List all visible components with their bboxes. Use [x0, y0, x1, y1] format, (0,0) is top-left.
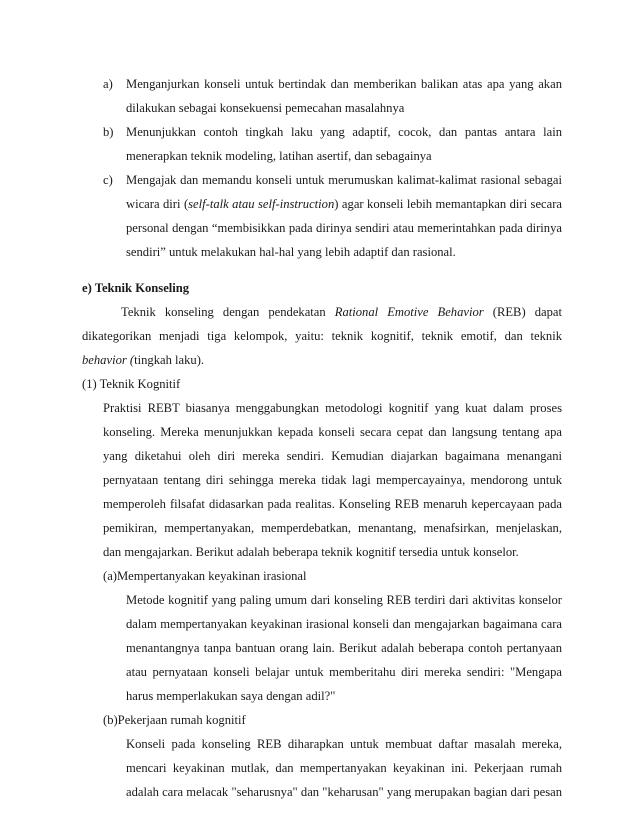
subitem-a-line-2: dalam mempertanyakan keyakinan irasional konseli dan mengajarkan bagaimana cara	[126, 617, 562, 631]
kognitif-line-4: pernyataan tentang diri sehingga mereka tidak lagi mempercayainya, mendorong untuk	[103, 473, 562, 487]
kognitif-line-1: Praktisi REBT biasanya menggabungkan metodologi kognitif yang kuat dalam proses	[103, 401, 562, 415]
subitem-b-line-2: mencari keyakinan mutlak, dan mempertanyakan keyakinan ini. Pekerjaan rumah	[126, 761, 562, 775]
kognitif-line-7: dan mengajarkan. Berikut adalah beberapa teknik kognitif tersedia untuk konselor.	[103, 545, 519, 559]
subitem-a-line-1: Metode kognitif yang paling umum dari konseling REB terdiri dari aktivitas konselor	[126, 593, 562, 607]
list-c-line-4: sendiri” untuk melakukan hal-hal yang lebih adaptif dan rasional.	[126, 245, 456, 259]
self-talk-term: self-talk atau self-instruction	[188, 197, 335, 211]
list-marker-a: a)	[103, 77, 113, 91]
kognitif-line-3: yang diketahui oleh diri mereka sendiri. Kemudian diajarkan bagaimana menangani	[103, 449, 562, 463]
kognitif-line-2: konseling. Mereka menunjukkan kepada konseli secara cepat dan langsung tentang apa	[103, 425, 562, 439]
list-c-line-3: personal dengan “membisikkan pada dirinya sendiri atau memerintahkan pada dirinya	[126, 221, 562, 235]
subitem-heading-b: (b)Pekerjaan rumah kognitif	[103, 713, 246, 727]
subitem-a-line-3: menantangnya tanpa bantuan orang lain. Berikut adalah beberapa contoh pertanyaan	[126, 641, 562, 655]
list-marker-c: c)	[103, 173, 113, 187]
kognitif-line-6: pemikiran, mempertanyakan, memperdebatkan, menantang, menafsirkan, menjelaskan,	[103, 521, 562, 535]
reb-term: Rational Emotive Behavior	[334, 305, 484, 319]
list-a-line-1: Menganjurkan konseli untuk bertindak dan memberikan balikan atas apa yang akan	[126, 77, 562, 91]
section-e-intro-line-2: dikategorikan menjadi tiga kelompok, yaitu: teknik kognitif, teknik emotif, dan teknik	[82, 329, 562, 343]
section-e-intro-line-3: behavior (tingkah laku).	[82, 353, 205, 367]
subitem-heading-a: (a)Mempertanyakan keyakinan irasional	[103, 569, 307, 583]
section-heading-e: e) Teknik Konseling	[82, 281, 190, 295]
list-b-line-2: menerapkan teknik modeling, latihan asertif, dan sebagainya	[126, 149, 432, 163]
subitem-a-line-5: harus memperlakukan saya dengan adil?"	[126, 689, 336, 703]
list-c-line-2: wicara diri (self-talk atau self-instruction) agar konseli lebih memantapkan diri secara	[126, 197, 562, 211]
list-b-line-1: Menunjukkan contoh tingkah laku yang adaptif, cocok, dan pantas antara lain	[126, 125, 562, 139]
behavior-term: behavior (	[82, 353, 135, 367]
subitem-b-line-3: adalah cara melacak "seharusnya" dan "keharusan" yang merupakan bagian dari pesan	[126, 785, 562, 799]
kognitif-line-5: memperoleh filsafat didasarkan pada realitas. Konseling REB menaruh kepercayaan pada	[103, 497, 562, 511]
subitem-b-line-1: Konseli pada konseling REB diharapkan untuk membuat daftar masalah mereka,	[126, 737, 562, 751]
list-c-line-1: Mengajak dan memandu konseli untuk merumuskan kalimat-kalimat rasional sebagai	[126, 173, 562, 187]
list-a-line-2: dilakukan sebagai konsekuensi pemecahan masalahnya	[126, 101, 405, 115]
list-marker-b: b)	[103, 125, 114, 139]
section-e-intro-line-1: Teknik konseling dengan pendekatan Rational Emotive Behavior (REB) dapat	[121, 305, 562, 319]
subitem-a-line-4: atau pernyataan konseli belajar untuk memberitahu diri mereka sendiri: "Mengapa	[126, 665, 562, 679]
subsection-heading-kognitif: (1) Teknik Kognitif	[82, 377, 181, 391]
